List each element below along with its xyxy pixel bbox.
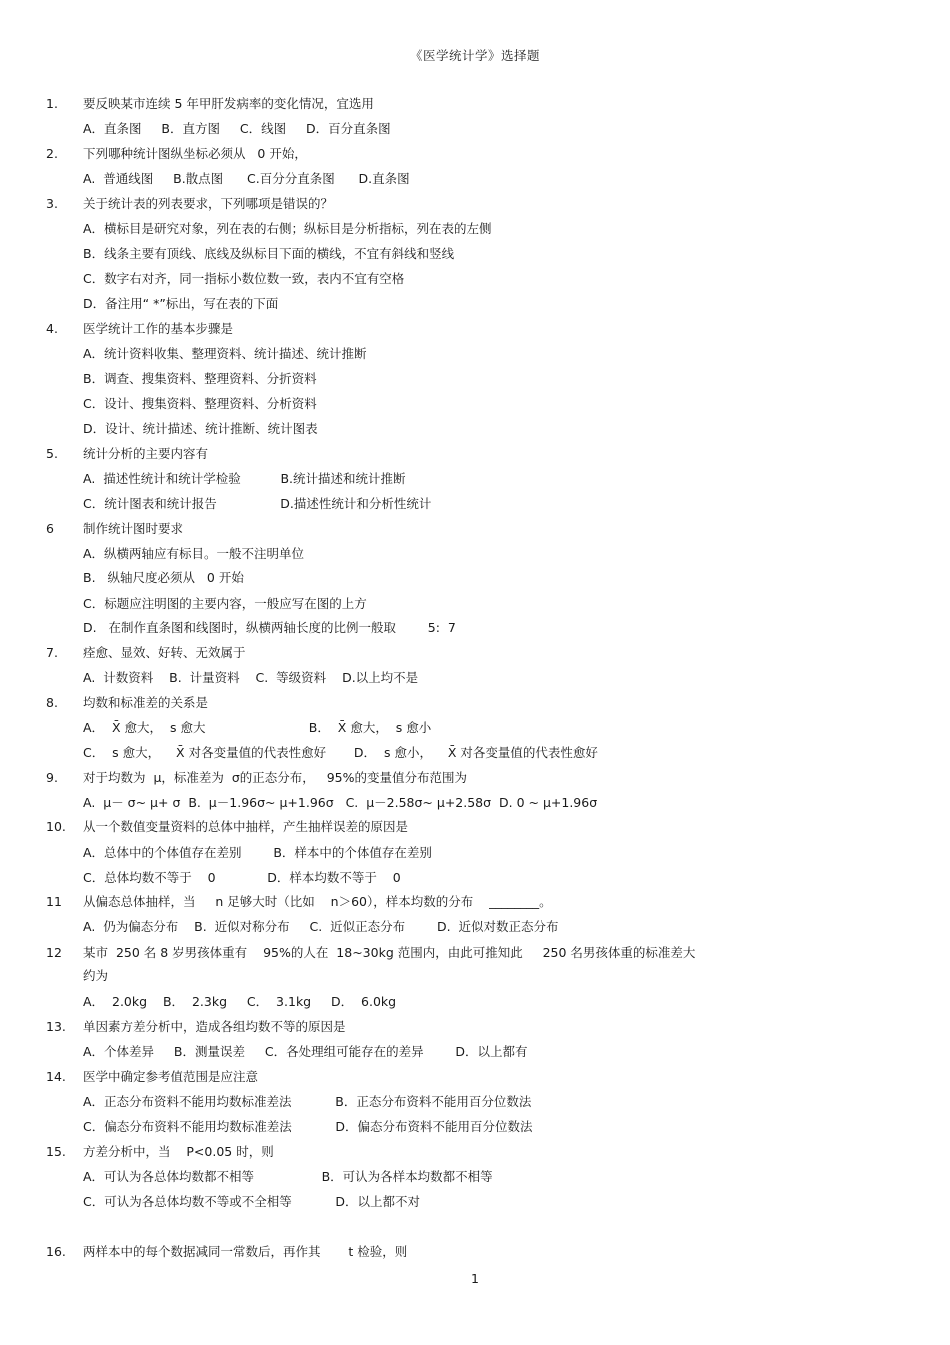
question-number: 13. (46, 1019, 66, 1034)
option-line: A. μ－ σ~ μ+ σ B. μ－1.96σ~ μ+1.96σ C. μ－2.58σ~ μ+2.58σ D. 0 ~ μ+1.96σ (83, 795, 598, 810)
question-text: 从一个数值变量资料的总体中抽样，产生抽样误差的原因是 (83, 819, 409, 834)
question-number: 11 (46, 894, 62, 909)
option-line: C．可认为各总体均数不等或不全相等 D．以上都不对 (83, 1194, 421, 1209)
option-line: B．调查、搜集资料、整理资料、分折资料 (83, 371, 317, 386)
question-text: 统计分析的主要内容有 (83, 446, 209, 461)
question-text: 方差分析中，当 P<0.05 时，则 (83, 1144, 274, 1159)
question-text: 关于统计表的列表要求，下列哪项是错误的？ (83, 196, 334, 211)
option-line: C． s 愈大， X̄ 对各变量值的代表性愈好 D． s 愈小， X̄ 对各变量值的代表性愈好 (83, 745, 598, 760)
option-line: C．偏态分布资料不能用均数标准差法 D．偏态分布资料不能用百分位数法 (83, 1119, 533, 1134)
option-line: A．统计资料收集、整理资料、统计描述、统计推断 (83, 346, 367, 361)
option-line: A．个体差异 B．测量误差 C．各处理组可能存在的差异 D．以上都有 (83, 1044, 528, 1059)
question-text: 痊愈、显效、好转、无效属于 (83, 645, 246, 660)
question-number: 1. (46, 96, 58, 111)
question-number: 16. (46, 1244, 66, 1259)
option-line: A. 计数资料 B. 计量资料 C. 等级资料 D.以上均不是 (83, 670, 419, 685)
option-line: A．直条图 B．直方图 C．线图 D．百分直条图 (83, 121, 391, 136)
question-text: 约为 (83, 968, 109, 983)
option-line: A．横标目是研究对象，列在表的右侧；纵标目是分析指标，列在表的左侧 (83, 221, 492, 236)
question-number: 4. (46, 321, 58, 336)
question-number: 2. (46, 146, 58, 161)
question-text: 对于均数为 μ，标准差为 σ的正态分布， 95%的变量值分布范围为 (83, 770, 467, 785)
question-number: 5. (46, 446, 58, 461)
option-line: B．线条主要有顶线、底线及纵标目下面的横线，不宜有斜线和竖线 (83, 246, 455, 261)
option-line: A． X̄ 愈大， s 愈大 B． X̄ 愈大， s 愈小 (83, 720, 432, 735)
page-number: 1 (471, 1271, 479, 1286)
question-number: 10. (46, 819, 66, 834)
option-line: C．数字右对齐，同一指标小数位数一致，表内不宜有空格 (83, 271, 405, 286)
option-line: A. 仍为偏态分布 B. 近似对称分布 C. 近似正态分布 D. 近似对数正态分布 (83, 919, 559, 934)
question-text: 下列哪种统计图纵坐标必须从 0 开始， (83, 146, 307, 161)
option-line: A. 描述性统计和统计学检验 B.统计描述和统计推断 (83, 471, 406, 486)
question-number: 6 (46, 521, 54, 536)
option-line: A．可认为各总体均数都不相等 B．可认为各样本均数都不相等 (83, 1169, 493, 1184)
option-line: A．纵横两轴应有标目。一般不注明单位 (83, 546, 305, 561)
page-title: 《医学统计学》选择题 (409, 48, 540, 63)
option-line: C．统计图表和统计报告 D.描述性统计和分析性统计 (83, 496, 432, 511)
question-text: 单因素方差分析中，造成各组均数不等的原因是 (83, 1019, 346, 1034)
question-text: 均数和标准差的关系是 (83, 695, 209, 710)
question-text: 从偏态总体抽样，当 n 足够大时（比如 n＞60），样本均数的分布 ________。 (83, 894, 552, 909)
question-text: 医学中确定参考值范围是应注意 (83, 1069, 259, 1084)
question-text: 医学统计工作的基本步骤是 (83, 321, 234, 336)
option-line: C．设计、搜集资料、整理资料、分析资料 (83, 396, 317, 411)
option-line: D．设计、统计描述、统计推断、统计图表 (83, 421, 318, 436)
question-number: 3. (46, 196, 58, 211)
question-number: 14. (46, 1069, 66, 1084)
option-line: C．总体均数不等于 0 D．样本均数不等于 0 (83, 870, 401, 885)
question-number: 15. (46, 1144, 66, 1159)
question-number: 7. (46, 645, 58, 660)
question-number: 9. (46, 770, 58, 785)
option-line: A. 普通线图 B.散点图 C.百分分直条图 D.直条图 (83, 171, 410, 186)
question-text: 要反映某市连续 5 年甲肝发病率的变化情况，宜选用 (83, 96, 374, 111)
option-line: A．总体中的个体值存在差别 B．样本中的个体值存在差别 (83, 845, 432, 860)
question-number: 12 (46, 945, 62, 960)
option-line: A．正态分布资料不能用均数标准差法 B．正态分布资料不能用百分位数法 (83, 1094, 532, 1109)
option-line: A． 2.0kg B． 2.3kg C． 3.1kg D． 6.0kg (83, 994, 397, 1009)
question-text: 某市 250 名 8 岁男孩体重有 95%的人在 18~30kg 范围内，由此可推知此 250 名男孩体重的标准差大 (83, 945, 696, 960)
option-line: D. 在制作直条图和线图时，纵横两轴长度的比例一般取 5: 7 (83, 620, 456, 635)
question-text: 两样本中的每个数据减同一常数后，再作其 t 检验，则 (83, 1244, 408, 1259)
option-line: D．备注用“ *”标出，写在表的下面 (83, 296, 279, 311)
option-line: C．标题应注明图的主要内容，一般应写在图的上方 (83, 596, 367, 611)
question-number: 8. (46, 695, 58, 710)
question-text: 制作统计图时要求 (83, 521, 184, 536)
option-line: B. 纵轴尺度必须从 0 开始 (83, 570, 244, 585)
